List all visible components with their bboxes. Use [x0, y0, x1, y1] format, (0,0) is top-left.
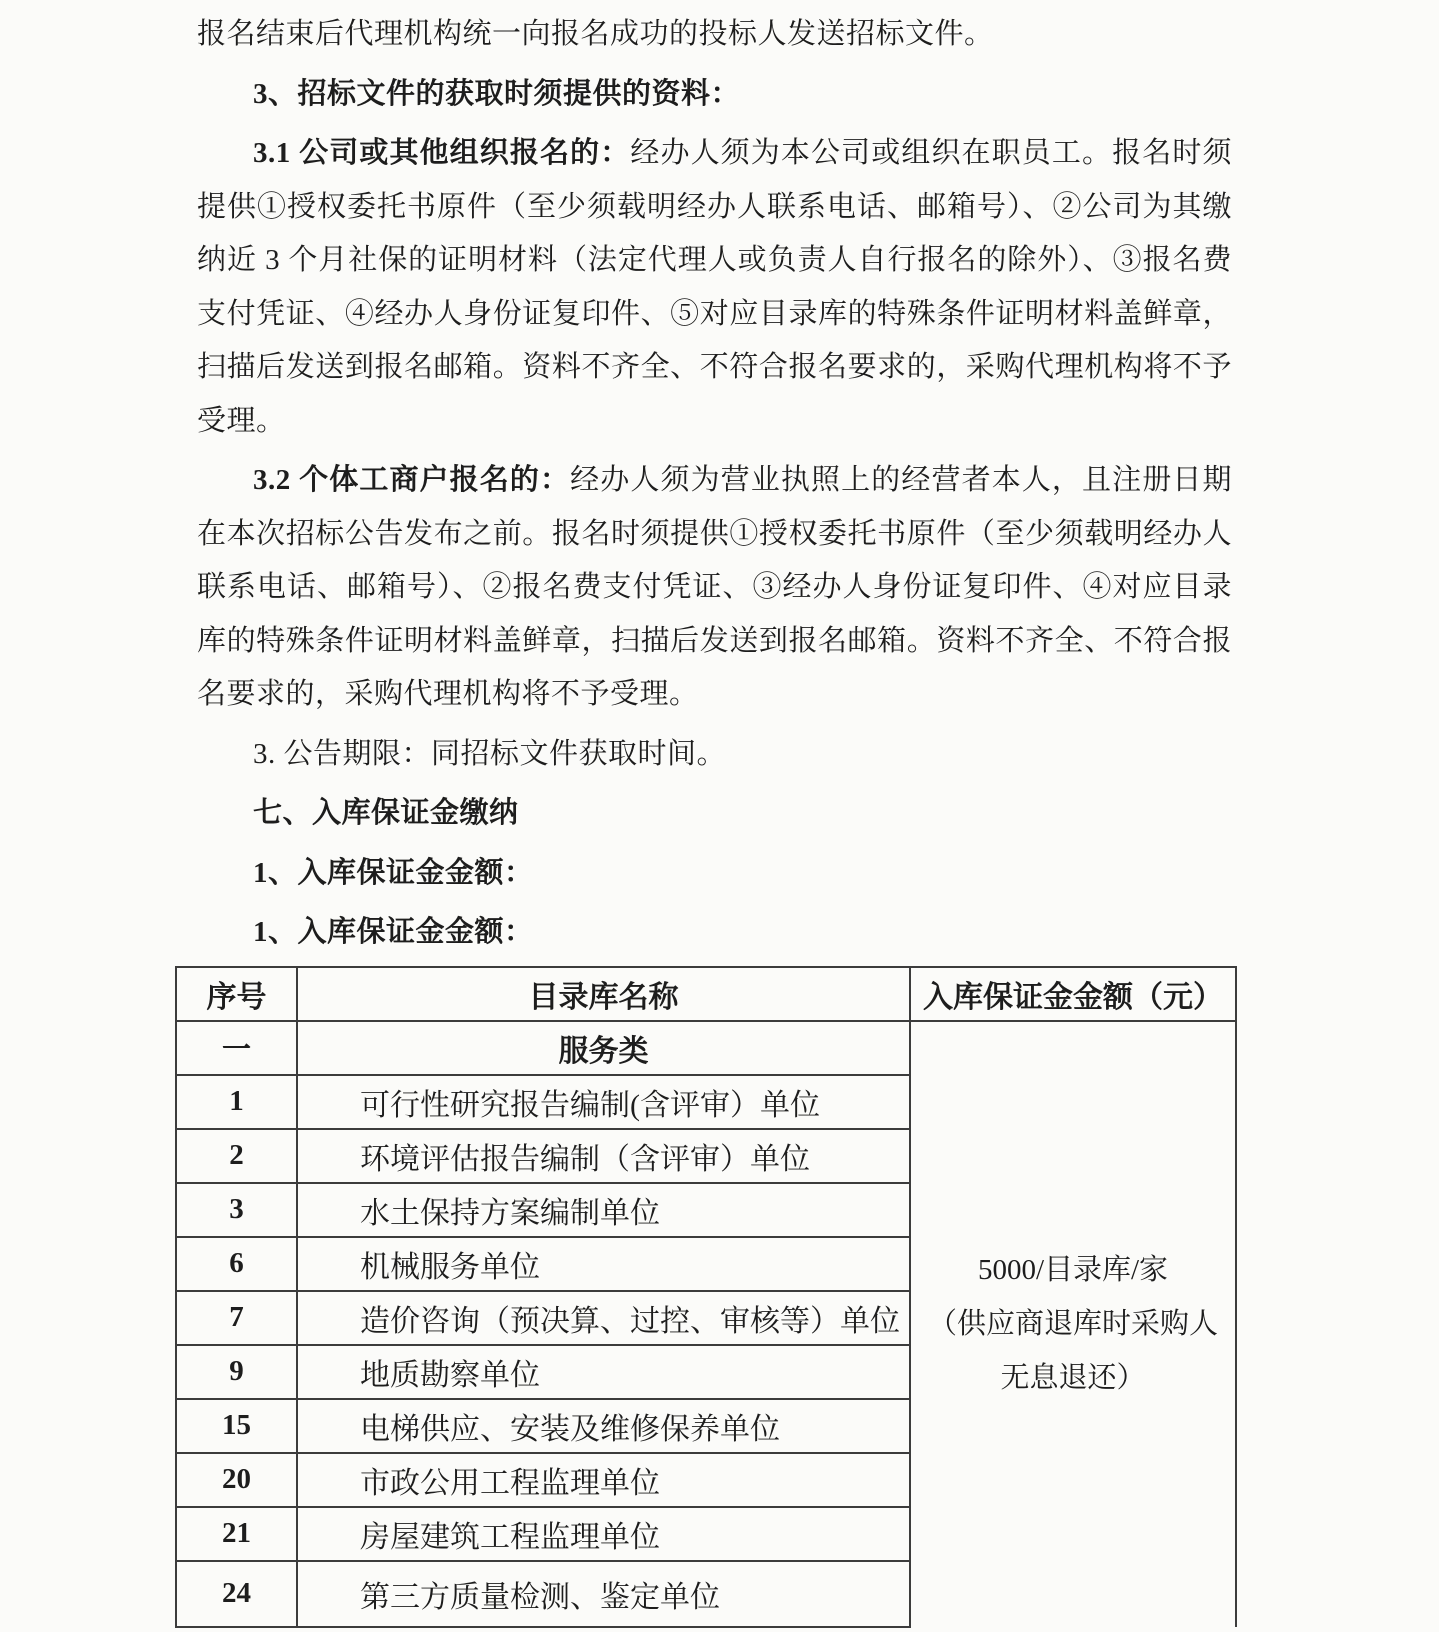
row-catalog-name: 第三方质量检测、鉴定单位 — [297, 1561, 910, 1627]
paragraph — [197, 127, 1232, 448]
row-number: 2 — [176, 1129, 297, 1183]
deposit-amount-line: （供应商退库时采购人 — [927, 1308, 1218, 1340]
category-name: 服务类 — [297, 1021, 910, 1075]
row-catalog-name: 环境评估报告编制（含评审）单位 — [297, 1129, 910, 1183]
row-number: 3 — [176, 1183, 297, 1237]
doc-line: 扫描后发送到报名邮箱。资料不齐全、不符合报名要求的，采购代理机构将不予 — [197, 351, 1232, 383]
row-catalog-name: 水土保持方案编制单位 — [297, 1183, 910, 1237]
paragraph — [197, 454, 1232, 722]
doc-line: 受理。 — [197, 404, 286, 437]
row-number: 15 — [176, 1399, 297, 1453]
doc-line: 联系电话、邮箱号）、②报名费支付凭证、③经办人身份证复印件、④对应目录 — [197, 571, 1232, 603]
paragraph — [197, 787, 1232, 841]
doc-line: 1、入库保证金金额： — [253, 856, 534, 889]
row-catalog-name: 房屋建筑工程监理单位 — [297, 1507, 910, 1561]
doc-line-bold-prefix: 3.1 公司或其他组织报名的： — [253, 137, 631, 169]
doc-line: 提供①授权委托书原件（至少须载明经办人联系电话、邮箱号）、②公司为其缴 — [197, 190, 1232, 223]
row-number: 24 — [176, 1561, 297, 1627]
col-header-index: 序号 — [176, 967, 297, 1021]
category-index: 一 — [176, 1021, 297, 1075]
deposit-amount-cell — [910, 1021, 1236, 1627]
deposit-amount-line: 5000/目录库/家 — [977, 1254, 1169, 1286]
paragraph — [197, 728, 1232, 782]
doc-line: 报名结束后代理机构统一向报名成功的投标人发送招标文件。 — [197, 18, 994, 50]
table-header-row — [176, 967, 1236, 1021]
doc-line: 3.1 公司或其他组织报名的：经办人须为本公司或组织在职员工。报名时须 — [253, 137, 1232, 169]
doc-line: 名要求的，采购代理机构将不予受理。 — [197, 678, 699, 710]
row-number: 21 — [176, 1507, 297, 1561]
doc-line: 1、入库保证金金额： — [253, 916, 534, 948]
doc-line: 纳近 3 个月社保的证明材料（法定代理人或负责人自行报名的除外）、③报名费 — [197, 244, 1232, 276]
row-number: 20 — [176, 1453, 297, 1507]
doc-line: 3、招标文件的获取时须提供的资料： — [253, 77, 741, 110]
paragraph — [197, 906, 1232, 960]
paragraph — [197, 8, 1232, 62]
category-row — [176, 1021, 1236, 1075]
row-catalog-name: 电梯供应、安装及维修保养单位 — [297, 1399, 910, 1453]
doc-line-bold-prefix: 3.2 个体工商户报名的： — [253, 464, 571, 496]
doc-line: 3.2 个体工商户报名的：经办人须为营业执照上的经营者本人，且注册日期 — [253, 464, 1232, 496]
row-catalog-name: 造价咨询（预决算、过控、审核等）单位 — [297, 1291, 910, 1345]
paragraph — [197, 68, 1232, 122]
document-text — [197, 8, 1232, 960]
row-number: 9 — [176, 1345, 297, 1399]
deposit-amount-line: 无息退还） — [1000, 1362, 1146, 1394]
row-catalog-name: 可行性研究报告编制(含评审）单位 — [297, 1075, 910, 1129]
col-header-catalog-name: 目录库名称 — [297, 967, 910, 1021]
row-number: 1 — [176, 1075, 297, 1129]
doc-line: 七、入库保证金缴纳 — [253, 797, 519, 829]
col-header-deposit-amount: 入库保证金金额（元） — [910, 967, 1236, 1021]
row-catalog-name: 地质勘察单位 — [297, 1345, 910, 1399]
row-number: 7 — [176, 1291, 297, 1345]
row-catalog-name: 市政公用工程监理单位 — [297, 1453, 910, 1507]
doc-line: 在本次招标公告发布之前。报名时须提供①授权委托书原件（至少须载明经办人 — [197, 517, 1232, 550]
row-number: 6 — [176, 1237, 297, 1291]
doc-line: 3. 公告期限：同招标文件获取时间。 — [253, 737, 727, 770]
doc-line: 支付凭证、④经办人身份证复印件、⑤对应目录库的特殊条件证明材料盖鲜章， — [197, 297, 1232, 330]
row-catalog-name: 机械服务单位 — [297, 1237, 910, 1291]
doc-line: 库的特殊条件证明材料盖鲜章，扫描后发送到报名邮箱。资料不齐全、不符合报 — [197, 624, 1232, 657]
paragraph — [197, 847, 1232, 901]
deposit-table — [175, 966, 1237, 1628]
